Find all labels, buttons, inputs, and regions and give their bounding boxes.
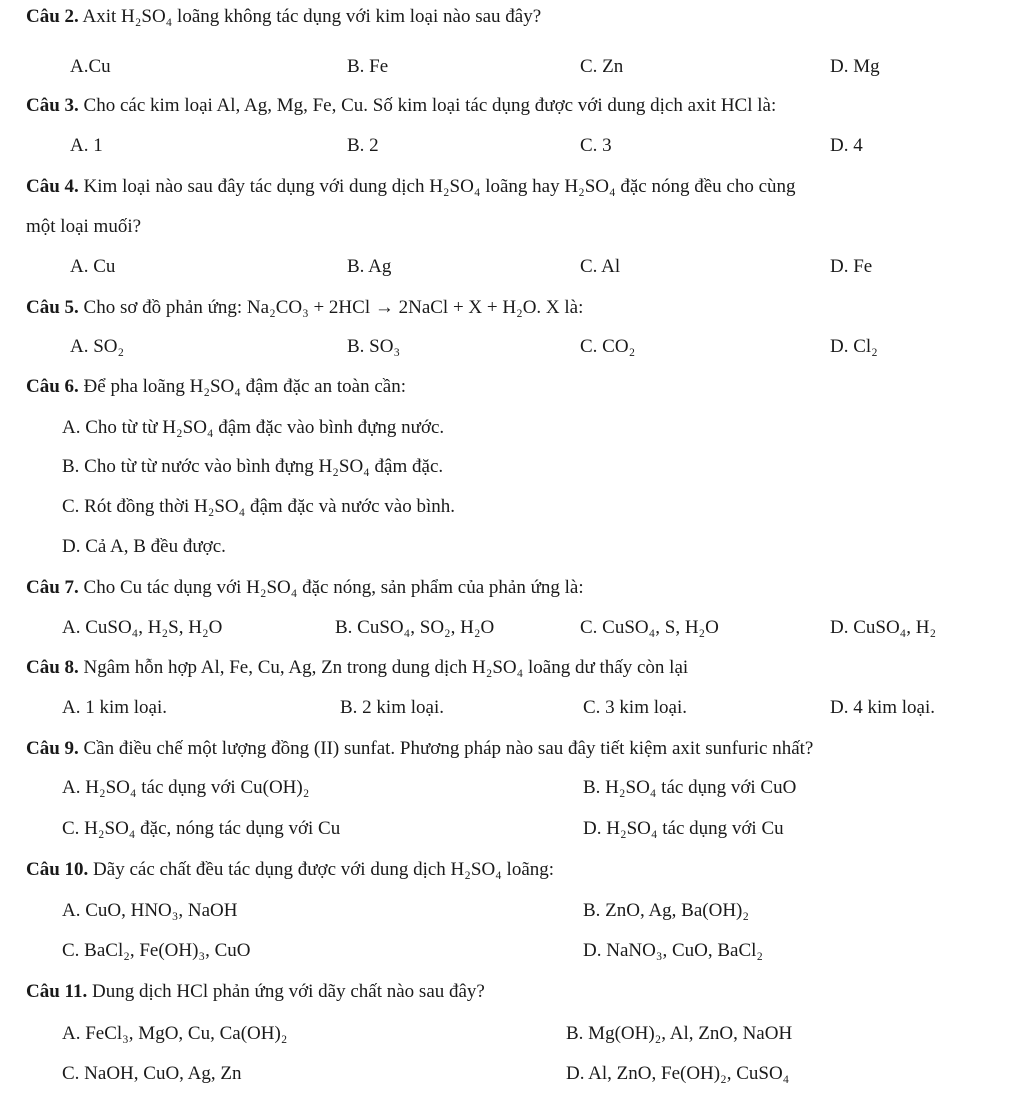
option-d: D. Cl₂ bbox=[830, 336, 878, 357]
option-b: B. Mg(OH)₂, Al, ZnO, NaOH bbox=[566, 1023, 793, 1044]
option-b: B. SO₃ bbox=[347, 336, 401, 357]
question-text: Cho các kim loại Al, Ag, Mg, Fe, Cu. Số kim loại tác dụng được với dung dịch axit HCl là: bbox=[83, 95, 777, 116]
option-c: C. Al bbox=[580, 256, 621, 277]
option-d: D. NaNO₃, CuO, BaCl₂ bbox=[583, 940, 764, 961]
option-b: B. Cho từ từ nước vào bình đựng H₂SO₄ đậm đặc. bbox=[62, 456, 444, 477]
question-number: Câu 4. bbox=[26, 176, 79, 197]
option-b: B. H₂SO₄ tác dụng với CuO bbox=[583, 777, 797, 798]
option-a: A. Cu bbox=[70, 256, 116, 277]
option-a: A. SO₂ bbox=[70, 336, 125, 357]
question-stem bbox=[26, 979, 485, 1005]
option-a: A. FeCl₃, MgO, Cu, Ca(OH)₂ bbox=[62, 1023, 288, 1044]
question-stem bbox=[26, 295, 583, 321]
question-text: Để pha loãng H₂SO₄ đậm đặc an toàn cần: bbox=[83, 376, 406, 397]
question-text: Cho sơ đồ phản ứng: Na₂CO₃ + 2HCl → 2NaCl + X + H₂O. X là: bbox=[83, 297, 584, 318]
option-c: C. H₂SO₄ đặc, nóng tác dụng với Cu bbox=[62, 818, 341, 839]
question-stem bbox=[26, 174, 796, 200]
option-c: C. CO₂ bbox=[580, 336, 636, 357]
question-9-options-row1 bbox=[0, 775, 1024, 801]
option-d: D. 4 kim loại. bbox=[830, 697, 936, 718]
option-b: B. Ag bbox=[347, 256, 392, 277]
question-6-option-b bbox=[0, 454, 1024, 480]
question-stem bbox=[26, 374, 406, 400]
option-a: A. CuSO₄, H₂S, H₂O bbox=[62, 617, 223, 638]
question-6 bbox=[0, 374, 1024, 400]
question-stem bbox=[26, 4, 541, 30]
question-10 bbox=[0, 857, 1024, 883]
question-3-options bbox=[0, 133, 1024, 159]
option-c: C. 3 bbox=[580, 135, 612, 156]
question-text: Cho Cu tác dụng với H₂SO₄ đặc nóng, sản phẩm của phản ứng là: bbox=[83, 577, 584, 598]
question-5 bbox=[0, 295, 1024, 321]
question-6-option-c bbox=[0, 494, 1024, 520]
option-c: C. Zn bbox=[580, 56, 624, 77]
option-c: C. CuSO₄, S, H₂O bbox=[580, 617, 719, 638]
question-3 bbox=[0, 93, 1024, 119]
question-stem bbox=[26, 655, 688, 681]
question-4-cont bbox=[0, 214, 1024, 240]
option-d: D. H₂SO₄ tác dụng với Cu bbox=[583, 818, 784, 839]
question-7-options bbox=[0, 615, 1024, 641]
question-4 bbox=[0, 174, 1024, 200]
question-7 bbox=[0, 575, 1024, 601]
option-d: D. Cả A, B đều được. bbox=[62, 536, 226, 557]
option-a: A.Cu bbox=[70, 56, 111, 77]
option-c: C. BaCl₂, Fe(OH)₃, CuO bbox=[62, 940, 251, 961]
question-text: Axit H₂SO₄ loãng không tác dụng với kim loại nào sau đây? bbox=[82, 6, 542, 27]
question-6-option-d bbox=[0, 534, 1024, 560]
option-d: D. CuSO₄, H₂ bbox=[830, 617, 937, 638]
option-b: B. 2 kim loại. bbox=[340, 697, 444, 718]
option-b: B. ZnO, Ag, Ba(OH)₂ bbox=[583, 900, 749, 921]
question-text-continued: một loại muối? bbox=[26, 216, 142, 237]
question-number: Câu 5. bbox=[26, 297, 79, 318]
question-number: Câu 3. bbox=[26, 95, 79, 116]
question-number: Câu 10. bbox=[26, 859, 89, 880]
question-9 bbox=[0, 736, 1024, 762]
option-a: A. 1 bbox=[70, 135, 103, 156]
option-a: A. H₂SO₄ tác dụng với Cu(OH)₂ bbox=[62, 777, 310, 798]
question-text: Kim loại nào sau đây tác dụng với dung dịch H₂SO₄ loãng hay H₂SO₄ đặc nóng đều cho cùng bbox=[83, 176, 796, 197]
question-stem bbox=[26, 575, 584, 601]
question-number: Câu 2. bbox=[26, 6, 79, 27]
question-number: Câu 7. bbox=[26, 577, 79, 598]
question-8-options bbox=[0, 695, 1024, 721]
option-c: C. Rót đồng thời H₂SO₄ đậm đặc và nước vào bình. bbox=[62, 496, 455, 517]
question-11-options-row1 bbox=[0, 1021, 1024, 1047]
question-stem bbox=[26, 857, 554, 883]
question-text: Cần điều chế một lượng đồng (II) sunfat. Phương pháp nào sau đây tiết kiệm axit sunfuric nhất? bbox=[83, 738, 814, 759]
question-10-options-row1 bbox=[0, 898, 1024, 924]
option-a: A. CuO, HNO₃, NaOH bbox=[62, 900, 238, 921]
question-2 bbox=[0, 4, 1024, 30]
question-10-options-row2 bbox=[0, 938, 1024, 964]
option-d: D. Al, ZnO, Fe(OH)₂, CuSO₄ bbox=[566, 1063, 790, 1084]
option-a: A. 1 kim loại. bbox=[62, 697, 168, 718]
option-b: B. Fe bbox=[347, 56, 389, 77]
question-6-option-a bbox=[0, 415, 1024, 441]
question-number: Câu 8. bbox=[26, 657, 79, 678]
question-number: Câu 9. bbox=[26, 738, 79, 759]
question-number: Câu 6. bbox=[26, 376, 79, 397]
question-stem bbox=[26, 93, 776, 119]
option-b: B. CuSO₄, SO₂, H₂O bbox=[335, 617, 495, 638]
question-2-options bbox=[0, 54, 1024, 80]
option-c: C. NaOH, CuO, Ag, Zn bbox=[62, 1063, 242, 1084]
question-8 bbox=[0, 655, 1024, 681]
question-text: Ngâm hỗn hợp Al, Fe, Cu, Ag, Zn trong dung dịch H₂SO₄ loãng dư thấy còn lại bbox=[83, 657, 689, 678]
option-d: D. Fe bbox=[830, 256, 873, 277]
option-c: C. 3 kim loại. bbox=[583, 697, 687, 718]
question-5-options bbox=[0, 334, 1024, 360]
question-11-options-row2 bbox=[0, 1061, 1024, 1087]
option-b: B. 2 bbox=[347, 135, 379, 156]
question-4-options bbox=[0, 254, 1024, 280]
question-text: Dung dịch HCl phản ứng với dãy chất nào sau đây? bbox=[92, 981, 485, 1002]
question-stem bbox=[26, 736, 813, 762]
option-d: D. 4 bbox=[830, 135, 863, 156]
question-text: Dãy các chất đều tác dụng được với dung dịch H₂SO₄ loãng: bbox=[93, 859, 555, 880]
question-9-options-row2 bbox=[0, 816, 1024, 842]
option-d: D. Mg bbox=[830, 56, 880, 77]
question-11 bbox=[0, 979, 1024, 1005]
question-number: Câu 11. bbox=[26, 981, 88, 1002]
option-a: A. Cho từ từ H₂SO₄ đậm đặc vào bình đựng nước. bbox=[62, 417, 445, 438]
